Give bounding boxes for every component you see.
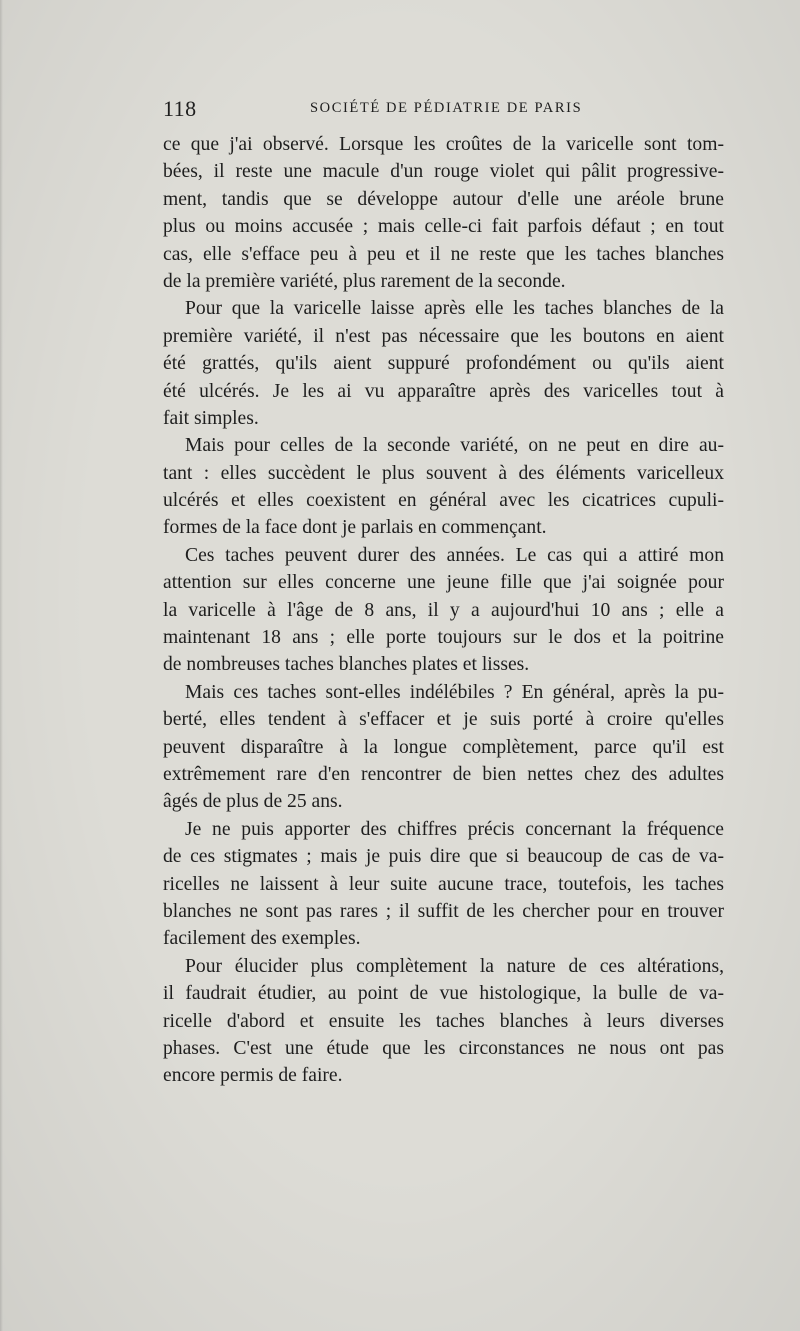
page-edge-shadow (0, 0, 3, 1331)
paragraph-7 (163, 953, 724, 1090)
text-line: de ces stigmates ; mais je puis dire que si beaucoup de cas de va- (163, 846, 724, 868)
paragraph-6 (163, 816, 724, 953)
text-line: Je ne puis apporter des chiffres précis concernant la fréquence (185, 818, 724, 840)
text-line: cas, elle s'efface peu à peu et il ne reste que les taches blanches (163, 243, 724, 265)
text-line: la varicelle à l'âge de 8 ans, il y a aujourd'hui 10 ans ; elle a (163, 599, 724, 621)
text-line: encore permis de faire. (163, 1065, 343, 1087)
page-number: 118 (163, 96, 197, 121)
text-line: attention sur elles concerne une jeune fille que j'ai soignée pour (163, 572, 724, 594)
paragraph-4 (163, 542, 724, 679)
text-line: peuvent disparaître à la longue complètement, parce qu'il est (163, 736, 724, 758)
running-head: SOCIÉTÉ DE PÉDIATRIE DE PARIS (310, 100, 583, 116)
text-line: première variété, il n'est pas nécessaire que les boutons en aient (163, 325, 724, 347)
text-line: phases. C'est une étude que les circonstances ne nous ont pas (163, 1037, 724, 1059)
text-line: de la première variété, plus rarement de la seconde. (163, 270, 566, 292)
paragraph-5 (163, 679, 724, 816)
text-line: formes de la face dont je parlais en commençant. (163, 517, 547, 539)
text-line: il faudrait étudier, au point de vue histologique, la bulle de va- (163, 983, 724, 1005)
text-line: extrêmement rare d'en rencontrer de bien nettes chez des adultes (163, 763, 724, 785)
paragraph-1 (163, 131, 724, 295)
text-line: berté, elles tendent à s'effacer et je suis porté à croire qu'elles (163, 709, 724, 731)
paragraph-3 (163, 432, 724, 542)
text-line: plus ou moins accusée ; mais celle-ci fait parfois défaut ; en tout (163, 216, 724, 238)
text-line: Ces taches peuvent durer des années. Le cas qui a attiré mon (185, 544, 724, 566)
text-line: Pour que la varicelle laisse après elle les taches blanches de la (185, 298, 724, 320)
text-line: bées, il reste une macule d'un rouge violet qui pâlit progressive- (163, 161, 724, 183)
text-line: ricelles ne laissent à leur suite aucune trace, toutefois, les taches (163, 873, 724, 895)
text-line: ricelle d'abord et ensuite les taches blanches à leurs diverses (163, 1010, 724, 1032)
text-line: tant : elles succèdent le plus souvent à des éléments varicelleux (163, 462, 724, 484)
paragraph-2 (163, 295, 724, 432)
text-line: été grattés, qu'ils aient suppuré profondément ou qu'ils aient (163, 353, 724, 375)
text-line: âgés de plus de 25 ans. (163, 791, 343, 813)
text-line: fait simples. (163, 407, 259, 429)
text-line: ment, tandis que se développe autour d'elle une aréole brune (163, 188, 724, 210)
text-line: ce que j'ai observé. Lorsque les croûtes de la varicelle sont tom- (163, 134, 724, 155)
text-line: été ulcérés. Je les ai vu apparaître après des varicelles tout à (163, 380, 724, 402)
text-line: Pour élucider plus complètement la nature de ces altérations, (185, 955, 724, 977)
text-line: de nombreuses taches blanches plates et lisses. (163, 654, 530, 676)
page-header (163, 96, 725, 124)
text-line: blanches ne sont pas rares ; il suffit de les chercher pour en trouver (163, 900, 724, 922)
text-line: Mais ces taches sont-elles indélébiles ? En général, après la pu- (185, 681, 724, 703)
text-line: maintenant 18 ans ; elle porte toujours sur le dos et la poitrine (163, 627, 724, 649)
text-line: ulcérés et elles coexistent en général avec les cicatrices cupuli- (163, 490, 724, 512)
text-line: Mais pour celles de la seconde variété, on ne peut en dire au- (185, 435, 724, 457)
text-line: facilement des exemples. (163, 928, 361, 950)
body-text (163, 131, 724, 1090)
